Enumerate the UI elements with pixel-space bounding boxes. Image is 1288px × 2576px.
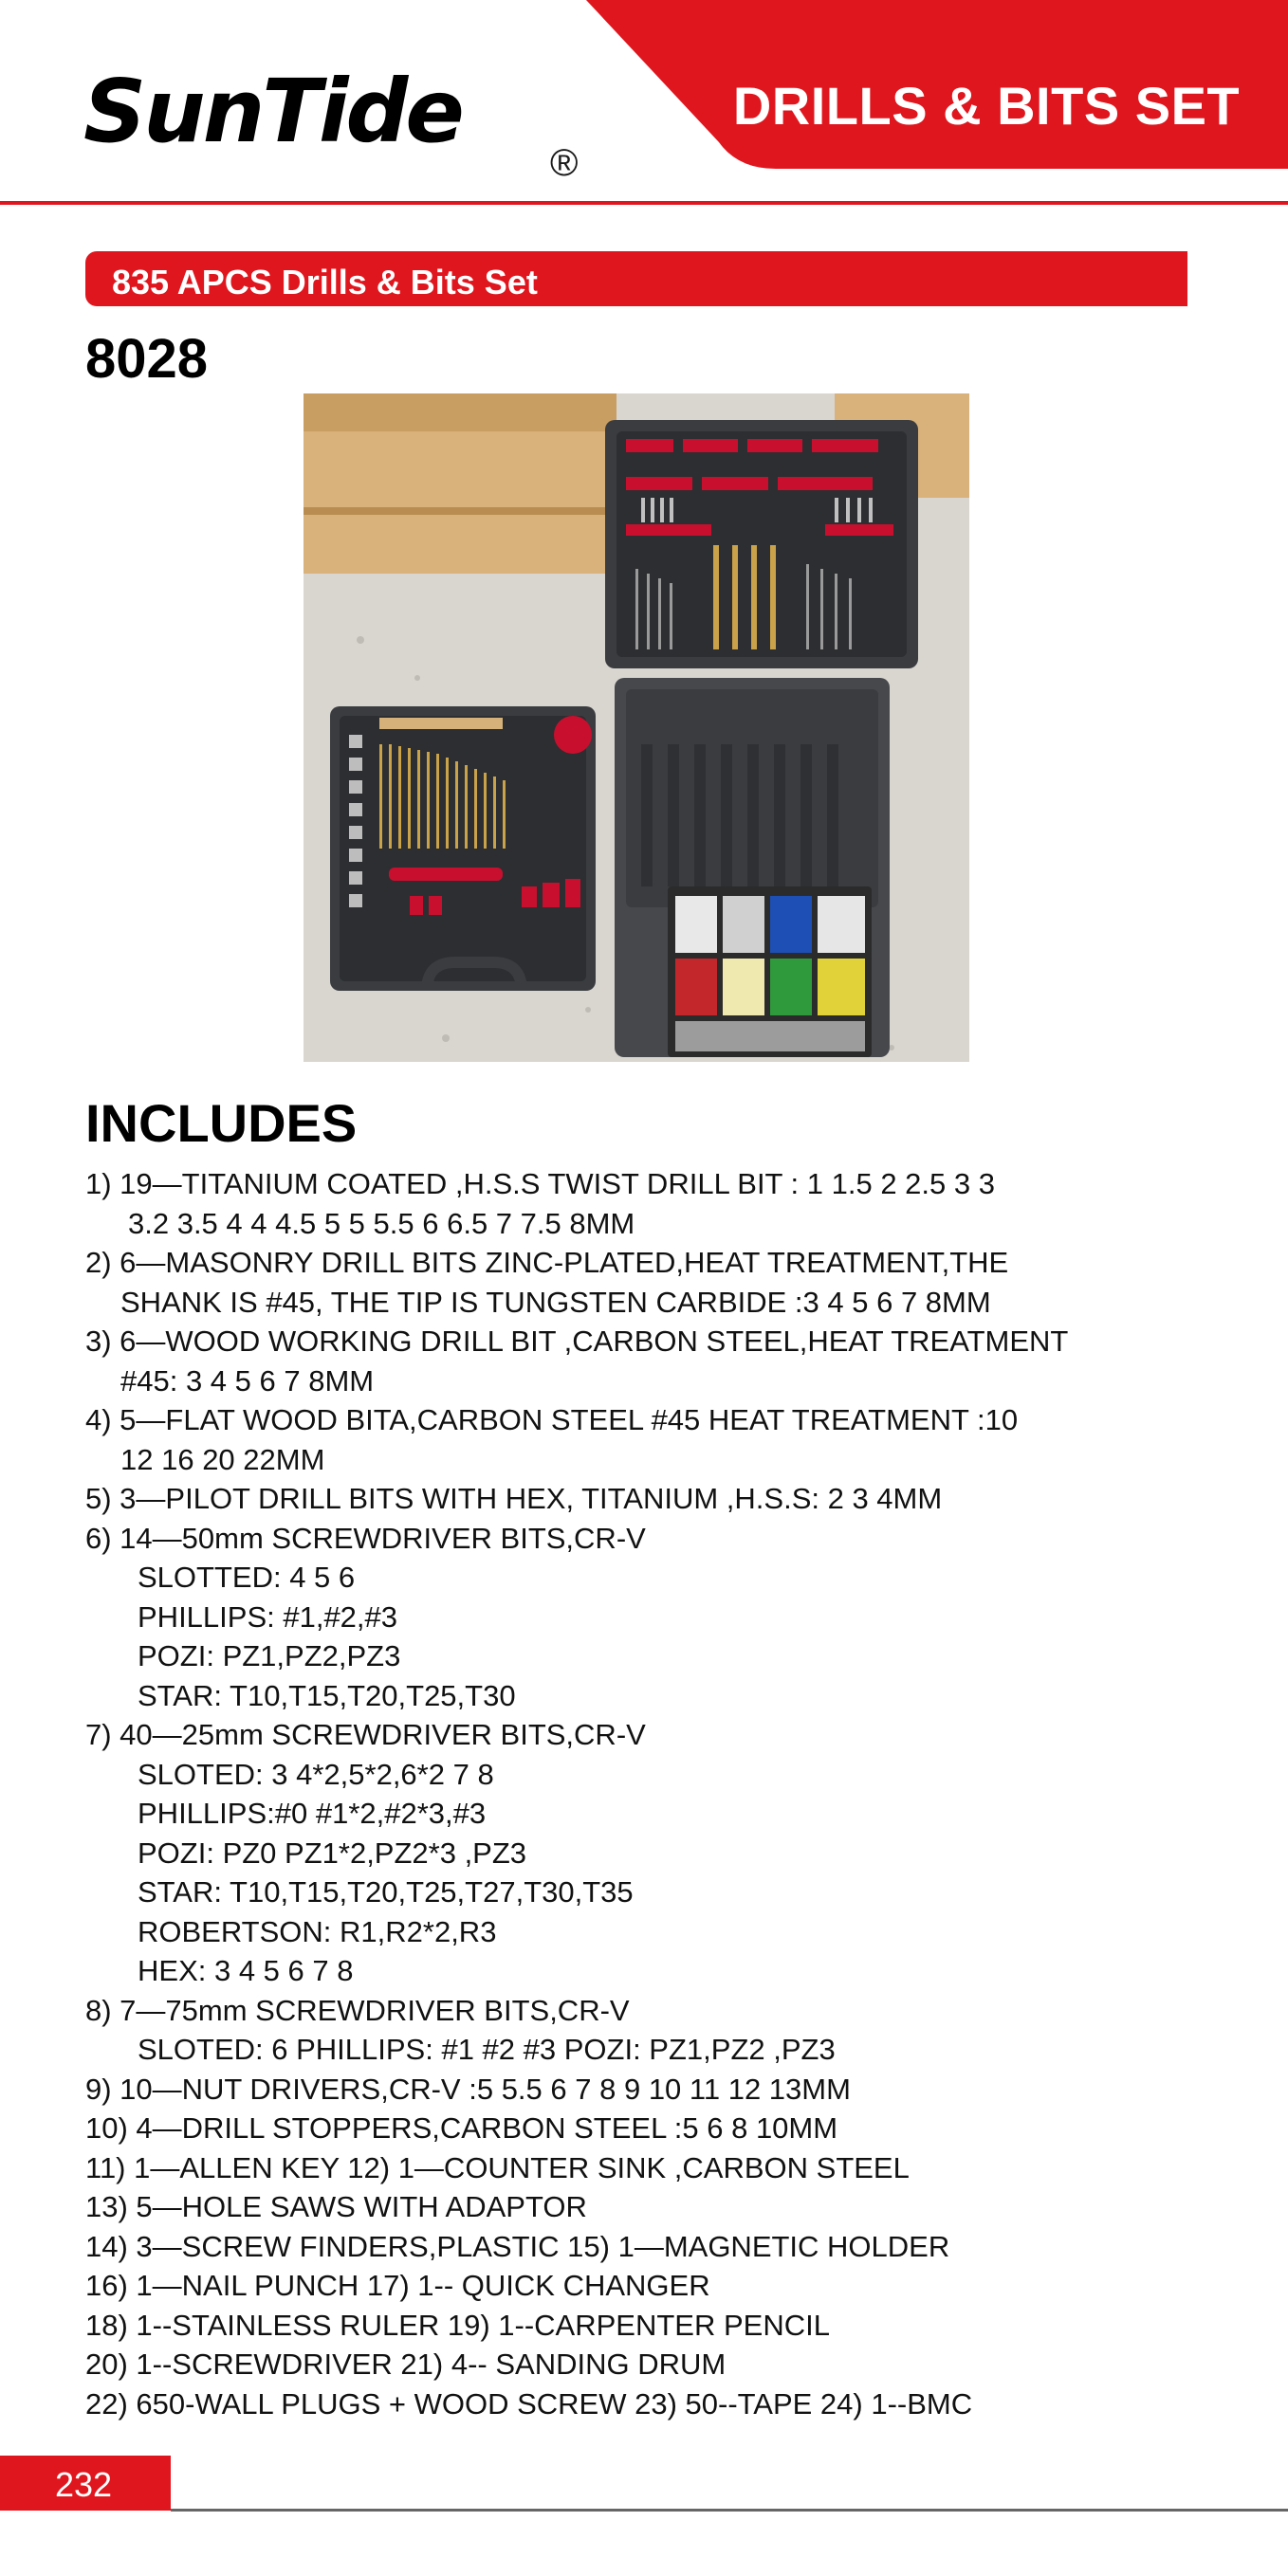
includes-line: 10) 4—DRILL STOPPERS,CARBON STEEL :5 6 8 10MM — [85, 2111, 838, 2145]
includes-line: STAR: T10,T15,T20,T25,T27,T30,T35 — [138, 1875, 634, 1909]
includes-line: HEX: 3 4 5 6 7 8 — [138, 1954, 354, 1987]
includes-line: SLOTED: 3 4*2,5*2,6*2 7 8 — [138, 1757, 494, 1791]
includes-line: 16) 1—NAIL PUNCH 17) 1-- QUICK CHANGER — [85, 2269, 710, 2302]
header-divider — [0, 201, 1288, 205]
includes-line: 13) 5—HOLE SAWS WITH ADAPTOR — [85, 2190, 587, 2223]
includes-line: #45: 3 4 5 6 7 8MM — [120, 1363, 375, 1398]
product-name: 835 APCS Drills & Bits Set — [112, 263, 538, 301]
includes-line: 18) 1--STAINLESS RULER 19) 1--CARPENTER PENCIL — [85, 2308, 830, 2342]
includes-line: PHILLIPS:#0 #1*2,#2*3,#3 — [138, 1797, 487, 1830]
includes-line: 12 16 20 22MM — [120, 1442, 325, 1476]
includes-line: 11) 1—ALLEN KEY 12) 1—COUNTER SINK ,CARBON STEEL — [85, 2150, 910, 2184]
category-title: DRILLS & BITS SET — [732, 76, 1241, 136]
registered-mark: ® — [550, 142, 579, 184]
includes-line: 5) 3—PILOT DRILL BITS WITH HEX, TITANIUM ,H.S.S: 2 3 4MM — [85, 1482, 943, 1515]
includes-line: 9) 10—NUT DRIVERS,CR-V :5 5.5 6 7 8 9 10 11 12 13MM — [85, 2072, 851, 2106]
includes-line: SLOTTED: 4 5 6 — [138, 1561, 356, 1594]
includes-heading: INCLUDES — [85, 1093, 358, 1153]
includes-line: 8) 7—75mm SCREWDRIVER BITS,CR-V — [85, 1993, 630, 2027]
includes-line: STAR: T10,T15,T20,T25,T30 — [138, 1678, 516, 1712]
includes-line: PHILLIPS: #1,#2,#3 — [138, 1599, 398, 1634]
includes-line: 3.2 3.5 4 4 4.5 5 5 5.5 6 6.5 7 7.5 8MM — [128, 1206, 635, 1240]
footer-divider — [171, 2509, 1288, 2512]
includes-line: SHANK IS #45, THE TIP IS TUNGSTEN CARBIDE :3 4 5 6 7 8MM — [120, 1285, 991, 1319]
includes-line: ROBERTSON: R1,R2*2,R3 — [138, 1914, 497, 1948]
page-number-box — [0, 2456, 171, 2511]
product-photo — [304, 393, 969, 1062]
product-name-bar — [85, 251, 1187, 306]
includes-line: 20) 1--SCREWDRIVER 21) 4-- SANDING DRUM — [85, 2348, 727, 2381]
includes-line: 1) 19—TITANIUM COATED ,H.S.S TWIST DRILL BIT : 1 1.5 2 2.5 3 3 — [85, 1167, 995, 1200]
includes-line: 22) 650-WALL PLUGS + WOOD SCREW 23) 50--TAPE 24) 1--BMC — [85, 2386, 973, 2421]
includes-list — [85, 1164, 1224, 2423]
includes-line: 4) 5—FLAT WOOD BITA,CARBON STEEL #45 HEAT TREATMENT :10 — [85, 1403, 1019, 1436]
includes-line: 14) 3—SCREW FINDERS,PLASTIC 15) 1—MAGNETIC HOLDER — [85, 2229, 950, 2263]
includes-line: POZI: PZ0 PZ1*2,PZ2*3 ,PZ3 — [138, 1836, 527, 1870]
includes-line: 3) 6—WOOD WORKING DRILL BIT ,CARBON STEEL,HEAT TREATMENT — [85, 1325, 1069, 1358]
model-number: 8028 — [85, 328, 209, 390]
includes-line: POZI: PZ1,PZ2,PZ3 — [138, 1639, 401, 1672]
includes-line: 7) 40—25mm SCREWDRIVER BITS,CR-V — [85, 1718, 646, 1751]
brand-name: SunTide — [83, 61, 462, 162]
page-number: 232 — [55, 2465, 113, 2504]
brand-logo — [83, 61, 579, 192]
includes-line: 6) 14—50mm SCREWDRIVER BITS,CR-V — [85, 1521, 646, 1555]
includes-line: SLOTED: 6 PHILLIPS: #1 #2 #3 POZI: PZ1,PZ2 ,PZ3 — [138, 2033, 836, 2066]
includes-line: 2) 6—MASONRY DRILL BITS ZINC-PLATED,HEAT TREATMENT,THE — [85, 1246, 1009, 1279]
